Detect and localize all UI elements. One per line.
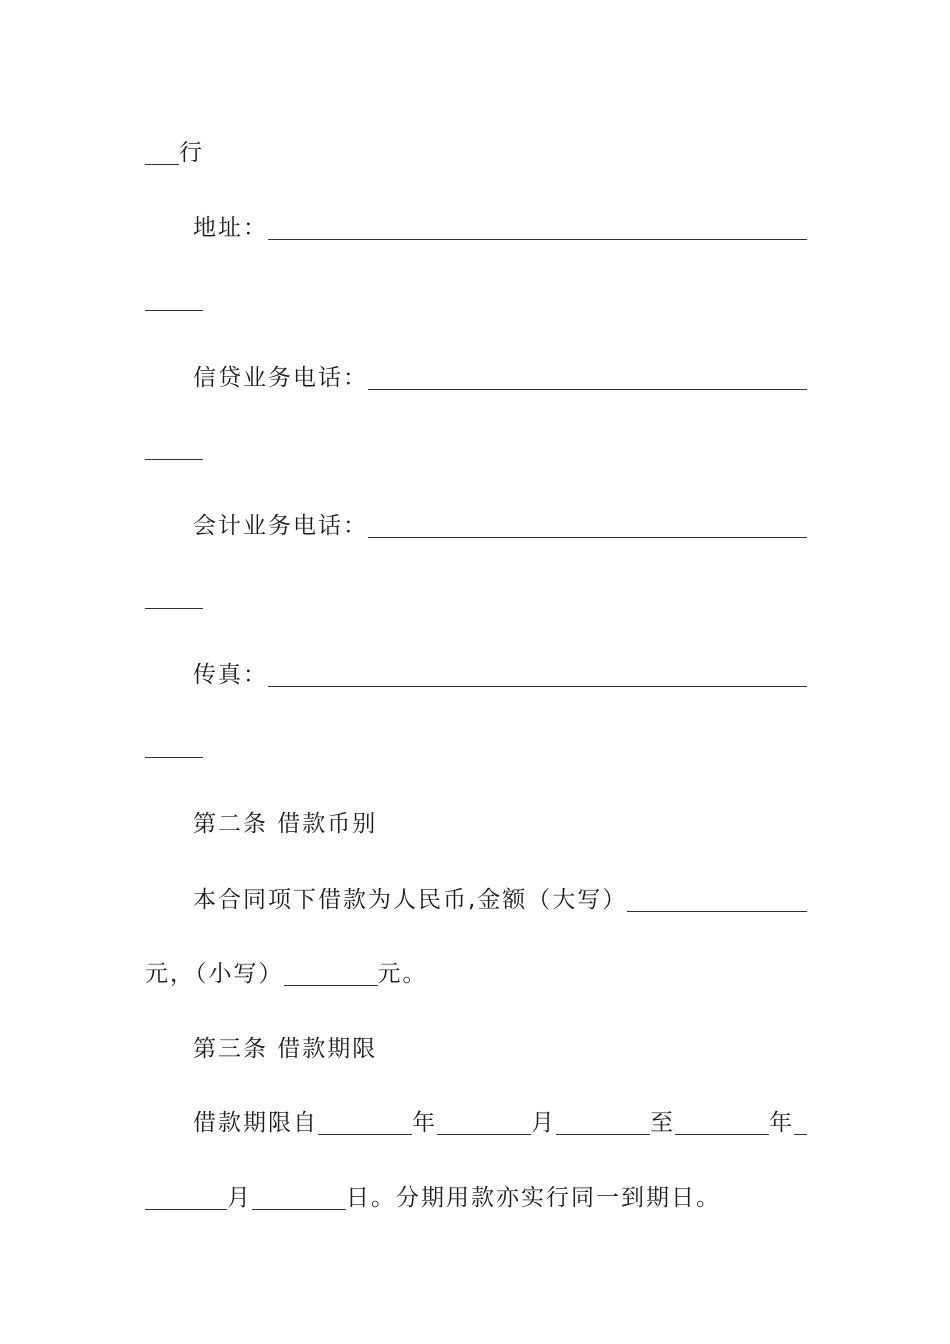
accounting-phone-line (193, 506, 807, 546)
address-label: 地址： (193, 215, 268, 241)
day-text: 日。分期用款亦实行同一到期日。 (346, 1185, 721, 1211)
term-line (193, 1103, 807, 1143)
credit-phone-blank[interactable] (368, 389, 807, 390)
article-2-amount-line (193, 880, 807, 920)
credit-phone-label: 信贷业务电话： (193, 365, 368, 391)
amount-lowercase-blank[interactable] (284, 985, 378, 986)
credit-phone-blank-continued[interactable] (145, 459, 203, 460)
bank-name-line (145, 133, 807, 173)
year-label: 年 (412, 1110, 437, 1136)
end-day-blank[interactable] (252, 1209, 346, 1210)
term-end-line (145, 1178, 807, 1218)
bank-suffix: 行 (179, 140, 204, 166)
yuan-lowercase-label: 元，（小写） (145, 961, 284, 987)
month2-label: 月 (227, 1185, 252, 1211)
accounting-phone-blank[interactable] (368, 537, 807, 538)
amount-lowercase-line (145, 954, 807, 994)
month-label: 月 (531, 1110, 556, 1136)
year2-label: 年 (769, 1110, 794, 1136)
amount-uppercase-blank[interactable] (627, 911, 807, 912)
fax-label: 传真： (193, 662, 268, 688)
accounting-phone-blank-continued[interactable] (145, 608, 203, 609)
end-month-blank-continued[interactable] (145, 1209, 227, 1210)
end-year-blank[interactable] (675, 1134, 769, 1135)
fax-blank-continued[interactable] (145, 757, 203, 758)
yuan-end: 元。 (377, 961, 428, 987)
article-2-text: 本合同项下借款为人民币,金额（大写） (193, 887, 628, 913)
address-line (193, 208, 807, 248)
fax-line (193, 655, 807, 695)
accounting-phone-label: 会计业务电话： (193, 513, 368, 539)
credit-phone-line (193, 358, 807, 398)
term-start-label: 借款期限自 (193, 1110, 318, 1136)
address-blank-continued[interactable] (145, 310, 203, 311)
to-label: 至 (650, 1110, 675, 1136)
start-day-blank[interactable] (556, 1134, 650, 1135)
end-month-blank[interactable] (794, 1134, 807, 1135)
article-2-title: 第二条 借款币别 (193, 811, 378, 837)
fax-blank[interactable] (268, 686, 807, 687)
address-blank[interactable] (268, 239, 807, 240)
article-3-title: 第三条 借款期限 (193, 1036, 378, 1062)
bank-name-blank[interactable] (145, 164, 179, 165)
start-year-blank[interactable] (318, 1134, 412, 1135)
start-month-blank[interactable] (437, 1134, 531, 1135)
